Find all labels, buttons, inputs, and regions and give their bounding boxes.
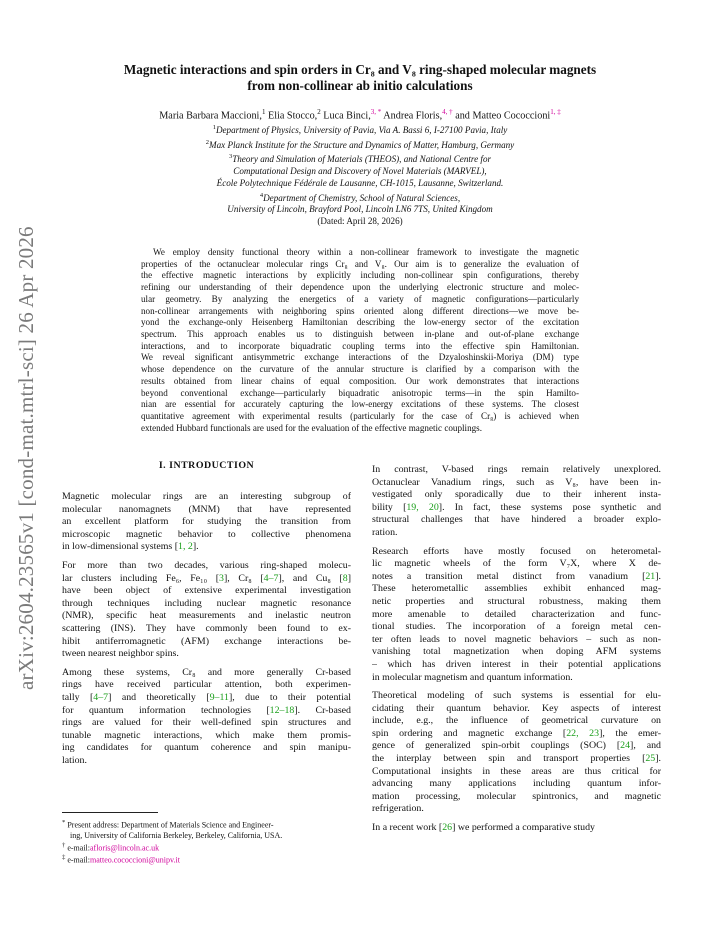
abstract-line: non-collinear arrangements with neighboring spins oriented along different directions—we move be-: [141, 305, 579, 316]
abstract-line: extended Hubbard functionals are used for the evaluation of the effective magnetic couplings.: [141, 422, 482, 433]
text-line: lar clusters including Fe₆, Fe₁₀ [3], Cr₈ [4–7], and Cu₈ [8]: [62, 572, 351, 584]
author-list: [60, 106, 660, 122]
text-line: In contrast, V-based rings remain relatively unexplored.: [372, 464, 661, 475]
affiliation-line: Computational Design and Discovery of Novel Materials (MARVEL),: [233, 166, 487, 177]
citation-link[interactable]: 12–18: [269, 704, 295, 716]
affiliation-line: University of Lincoln, Brayford Pool, Lincoln LN6 7TS, United Kingdom: [227, 204, 493, 215]
author-name: and Matteo Cococcioni: [452, 110, 551, 122]
author-affiliation-mark: 3, *: [370, 108, 382, 116]
text-line: bility [19, 20]. In fact, these systems pose synthetic and: [372, 501, 661, 513]
author-affiliation-mark: 4, †: [442, 108, 453, 116]
abstract: [141, 247, 579, 435]
citation-link[interactable]: 22, 23: [566, 727, 600, 739]
citation-link[interactable]: 26: [442, 822, 453, 834]
text-line: microscopic magnetic behavior to collective phenomena: [62, 528, 351, 540]
text-line: tally [4–7] and theoretically [9–11], due to their potential: [62, 691, 351, 703]
affiliation-line: $^4$Department of Chemistry, School of Natural Sciences,: [259, 191, 461, 203]
affiliation-mark: 4: [259, 191, 264, 199]
affiliation-mark: 3: [228, 153, 233, 161]
text-line: advancing many applications including quantum infor-: [372, 778, 661, 790]
author-affiliation-mark: 2: [317, 108, 321, 116]
abstract-line: ular geometry. By analyzing the energetics of a variety of magnetic configurations—particularly: [141, 293, 579, 304]
citation-link[interactable]: 19, 20: [406, 501, 439, 513]
author-affiliation-mark: 1, ‡: [550, 108, 561, 116]
paper-title: [60, 62, 660, 94]
text-line: – which has driven interest in their potential applications: [372, 658, 661, 670]
text-line: Computational insights in these areas are thus critical for: [372, 765, 661, 777]
footnote-line: * Present address: Department of Materials Science and Engineer-: [62, 819, 274, 830]
citation-link[interactable]: 25: [645, 753, 656, 765]
text-line: spin ordering and magnetic exchange [22, 23], the emer-: [372, 727, 661, 739]
affiliation-line: École Polytechnique Fédérale de Lausanne, CH-1015, Lausanne, Switzerland.: [216, 177, 504, 188]
text-line: tunable magnetic interactions, which make them promis-: [62, 729, 351, 741]
text-line: have been object of extensive experimental investigation: [62, 585, 351, 597]
text-line: cidating their quantum behavior. Key aspects of interest: [372, 702, 661, 714]
arxiv-identifier[interactable]: arXiv:2604.23565v1 [cond-mat.mtrl-sci] 26 Apr 2026: [14, 226, 38, 690]
abstract-line: whose dependence on the curvature of the annular structure is clarified by a comparison with the: [141, 364, 579, 375]
text-line: hibit antiferromagnetic (AFM) exchange interactions be-: [62, 635, 351, 647]
abstract-line: the effective magnetic interactions by explicitly including non-collinear spin configurations, thereby: [141, 270, 579, 281]
footnote-mark: *: [62, 819, 66, 826]
abstract-line: spectrum. This approach enables us to distinguish between in-plane and out-of-plane exchange: [141, 329, 579, 340]
text-line: mation processing, molecular spintronics, and magnetic: [372, 790, 661, 802]
title-line-2: from non-collinear ab initio calculations: [247, 78, 473, 93]
footnote-line: † e-mail:afloris@lincoln.ac.uk: [62, 841, 160, 853]
abstract-line: yond the exchange-only Heisenberg Hamiltonian describing the low-energy sector of the excitation: [141, 317, 579, 328]
text-line: tional studies. The incorporation of a foreign metal cen-: [372, 621, 661, 633]
text-line: vestigated only sporadically due to their inherent insta-: [372, 489, 661, 501]
citation-link[interactable]: 4–7: [93, 691, 109, 703]
text-line: refrigeration.: [372, 803, 424, 815]
text-line: notes a transition metal distinct from vanadium [21].: [372, 570, 661, 582]
abstract-line: interactions, and to incorporate biquadratic coupling terms into the effective spin Hamiltonian.: [141, 340, 579, 351]
text-line: structural challenges that have hindered a broader explo-: [372, 514, 661, 526]
affiliation-line: $^2$Max Planck Institute for the Structure and Dynamics of Matter, Hamburg, Germany: [205, 138, 515, 150]
abstract-line: quantitative agreement with experimental results (particularly for the case of Cr₈) is achieved when: [141, 411, 579, 422]
text-line: for quantum information technologies [12–18]. Cr-based: [62, 704, 351, 716]
email-link[interactable]: afloris@lincoln.ac.uk: [89, 843, 160, 853]
left-column: [62, 460, 351, 767]
text-line: tween nearest neighbor spins.: [62, 648, 179, 660]
text-line: Octanuclear Vanadium rings, such as V₈, have been in-: [372, 476, 661, 488]
citation-link[interactable]: 4–7: [263, 572, 279, 584]
affiliation-mark: 2: [205, 138, 210, 146]
affiliation-line: $^1$Department of Physics, University of Pavia, Via A. Bassi 6, I-27100 Pavia, Italy: [212, 124, 508, 136]
affiliation-mark: 1: [212, 124, 216, 131]
citation-link[interactable]: 24: [620, 740, 631, 752]
text-line: gence of generalized spin-orbit couplings (SOC) [24], and: [372, 740, 661, 752]
text-line: Among these systems, Cr₈ and more generally Cr-based: [62, 666, 351, 678]
text-line: lation.: [62, 754, 87, 766]
text-line: In a recent work [26] we performed a comparative study: [372, 822, 595, 834]
text-line: Magnetic molecular rings are an interesting subgroup of: [62, 491, 351, 502]
text-line: For more than two decades, various ring-shaped molecu-: [62, 559, 351, 571]
text-line: in molecular magnetism and quantum information.: [372, 671, 573, 683]
affiliations: [60, 122, 660, 228]
text-line: These heterometallic assemblies exhibit enhanced mag-: [372, 583, 661, 595]
footnote-line: ‡ e-mail:matteo.cococcioni@unipv.it: [62, 854, 180, 865]
citation-link[interactable]: 21: [645, 570, 656, 582]
text-line: (NMR), specific heat measurements and inelastic neutron: [62, 610, 351, 622]
text-line: ration.: [372, 526, 398, 538]
text-line: through techniques including nuclear magnetic resonance: [62, 597, 351, 609]
citation-link[interactable]: 8: [342, 572, 348, 584]
author-name: Maria Barbara Maccioni,: [159, 110, 262, 122]
abstract-line: refining our understanding of their dependence upon the underlying electronic structure and molec-: [141, 282, 579, 293]
abstract-line: beyond conventional exchange—particularly biquadratic anisotropic terms—in the spin Hamilto-: [141, 387, 579, 398]
author-affiliation-mark: 1: [261, 108, 266, 116]
abstract-line: We reveal significant antisymmetric exchange interactions of the Dzyaloshinskii-Moriya (DM) type: [141, 352, 579, 363]
footnote-mark: †: [62, 841, 66, 849]
citation-link[interactable]: 3: [219, 572, 224, 584]
affiliation-line: $^3$Theory and Simulation of Materials (THEOS), and National Centre for: [228, 153, 492, 165]
date-line: (Dated: April 28, 2026): [317, 216, 403, 227]
text-line: Research efforts have mostly focused on heterometal-: [372, 545, 661, 557]
citation-link[interactable]: 9–11: [209, 691, 229, 703]
footnote-mark: ‡: [62, 854, 66, 862]
text-line: ing candidates for quantum coherence and spin manipu-: [62, 742, 351, 754]
abstract-line: properties of the octanuclear molecular rings Cr₈ and V₈. Our aim is to generalize the evaluation of: [141, 258, 579, 269]
text-line: vanishing total magnetization when doping AFM systems: [372, 646, 661, 658]
author-name: Luca Binci,: [320, 110, 371, 122]
text-line: ter often leads to novel magnetic behaviors – such as non-: [372, 633, 661, 645]
title-line-1: Magnetic interactions and spin orders in Cr₈ and V₈ ring-shaped molecular magnets: [123, 62, 597, 77]
text-line: netic properties and structural robustness, making them: [372, 595, 661, 607]
author-name: Andrea Floris,: [381, 110, 443, 122]
abstract-line: nian are essential for accurately capturing the low-energy excitations of these systems. The closest: [141, 399, 579, 410]
author-name: Elia Stocco,: [265, 110, 318, 122]
text-line: Theoretical modeling of such systems is essential for elu-: [372, 690, 661, 702]
text-line: molecular nanomagnets (MNM) that have represented: [62, 503, 351, 515]
footnote-line: ing, University of California Berkeley, Berkeley, California, USA.: [70, 830, 283, 840]
text-line: rings are valued for their well-defined spin structures and: [62, 717, 351, 729]
text-line: in low-dimensional systems [1, 2].: [62, 541, 199, 553]
text-line: more amenable to detailed characterization and func-: [372, 608, 661, 620]
text-line: include, e.g., the influence of geometrical curvature on: [372, 715, 661, 727]
right-column: [372, 464, 661, 835]
email-link[interactable]: matteo.cococcioni@unipv.it: [89, 855, 180, 865]
text-line: lic magnetic wheels of the form V₇X, where X de-: [372, 558, 661, 570]
section-heading: I. INTRODUCTION: [158, 460, 255, 471]
text-line: scattering (INS). They have commonly been found to ex-: [62, 622, 351, 634]
abstract-line: results obtained from linear chains of equal composition. Our work demonstrates that interactions: [141, 375, 579, 386]
text-line: an excellent platform for studying the transition from: [62, 516, 351, 528]
abstract-line: We employ density functional theory within a non-collinear framework to investigate the magnetic: [153, 247, 579, 257]
text-line: the interplay between spin and transport properties [25].: [372, 753, 661, 765]
footnotes: [62, 818, 351, 866]
footnote-divider: [62, 812, 158, 813]
citation-link[interactable]: 1, 2: [178, 541, 193, 553]
text-line: rings have received particular attention, both experimen-: [62, 679, 351, 691]
